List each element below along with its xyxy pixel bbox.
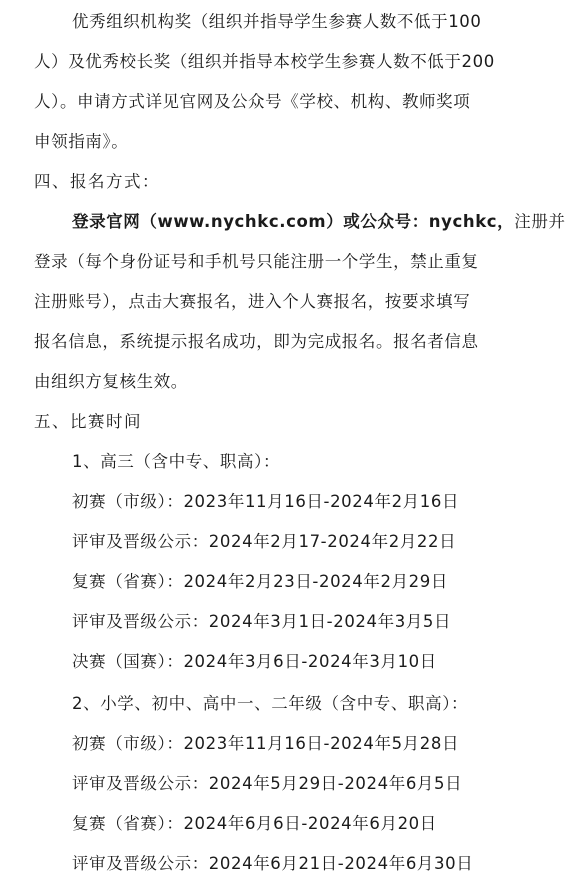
- awards-paragraph-line-4: 申领指南》。: [34, 132, 129, 151]
- registration-line-4: 报名信息，系统提示报名成功，即为完成报名。报名者信息: [34, 332, 479, 351]
- group-1-heading: 1、高三（含中专、职高）：: [72, 452, 281, 471]
- awards-paragraph-line-2: 人）及优秀校长奖（组织并指导本校学生参赛人数不低于200: [34, 52, 495, 71]
- awards-paragraph-line-3: 人）。申请方式详见官网及公众号《学校、机构、教师奖项: [34, 92, 471, 111]
- group-2-item: 复赛（省赛）：2024年6月6日-2024年6月20日: [72, 814, 437, 833]
- group-1-item: 初赛（市级）：2023年11月16日-2024年2月16日: [72, 492, 460, 511]
- registration-line-5: 由组织方复核生效。: [34, 372, 188, 391]
- group-2-item: 评审及晋级公示：2024年6月21日-2024年6月30日: [72, 854, 474, 873]
- registration-line-1: [72, 211, 566, 233]
- group-1-item: 评审及晋级公示：2024年3月1日-2024年3月5日: [72, 612, 452, 631]
- registration-line-2: 登录（每个身份证号和手机号只能注册一个学生，禁止重复: [34, 252, 479, 271]
- group-2-heading: 2、小学、初中、高中一、二年级（含中专、职高）：: [72, 694, 469, 713]
- group-2-item: 评审及晋级公示：2024年5月29日-2024年6月5日: [72, 774, 463, 793]
- group-1-item: 决赛（国赛）：2024年3月6日-2024年3月10日: [72, 652, 437, 671]
- section-4-heading: 四、报名方式：: [34, 172, 160, 191]
- registration-line-3: 注册账号），点击大赛报名，进入个人赛报名，按要求填写: [34, 292, 471, 311]
- awards-paragraph-line-1: 优秀组织机构奖（组织并指导学生参赛人数不低于100: [72, 12, 482, 31]
- section-5-heading: 五、比赛时间: [34, 412, 142, 431]
- group-2-item: 初赛（市级）：2023年11月16日-2024年5月28日: [72, 734, 460, 753]
- group-1-item: 复赛（省赛）：2024年2月23日-2024年2月29日: [72, 572, 448, 591]
- registration-line-1-tail: 注册并: [514, 212, 566, 231]
- group-1-item: 评审及晋级公示：2024年2月17-2024年2月22日: [72, 532, 457, 551]
- registration-website-text: 登录官网（www.nychkc.com）或公众号：nychkc，: [72, 212, 515, 231]
